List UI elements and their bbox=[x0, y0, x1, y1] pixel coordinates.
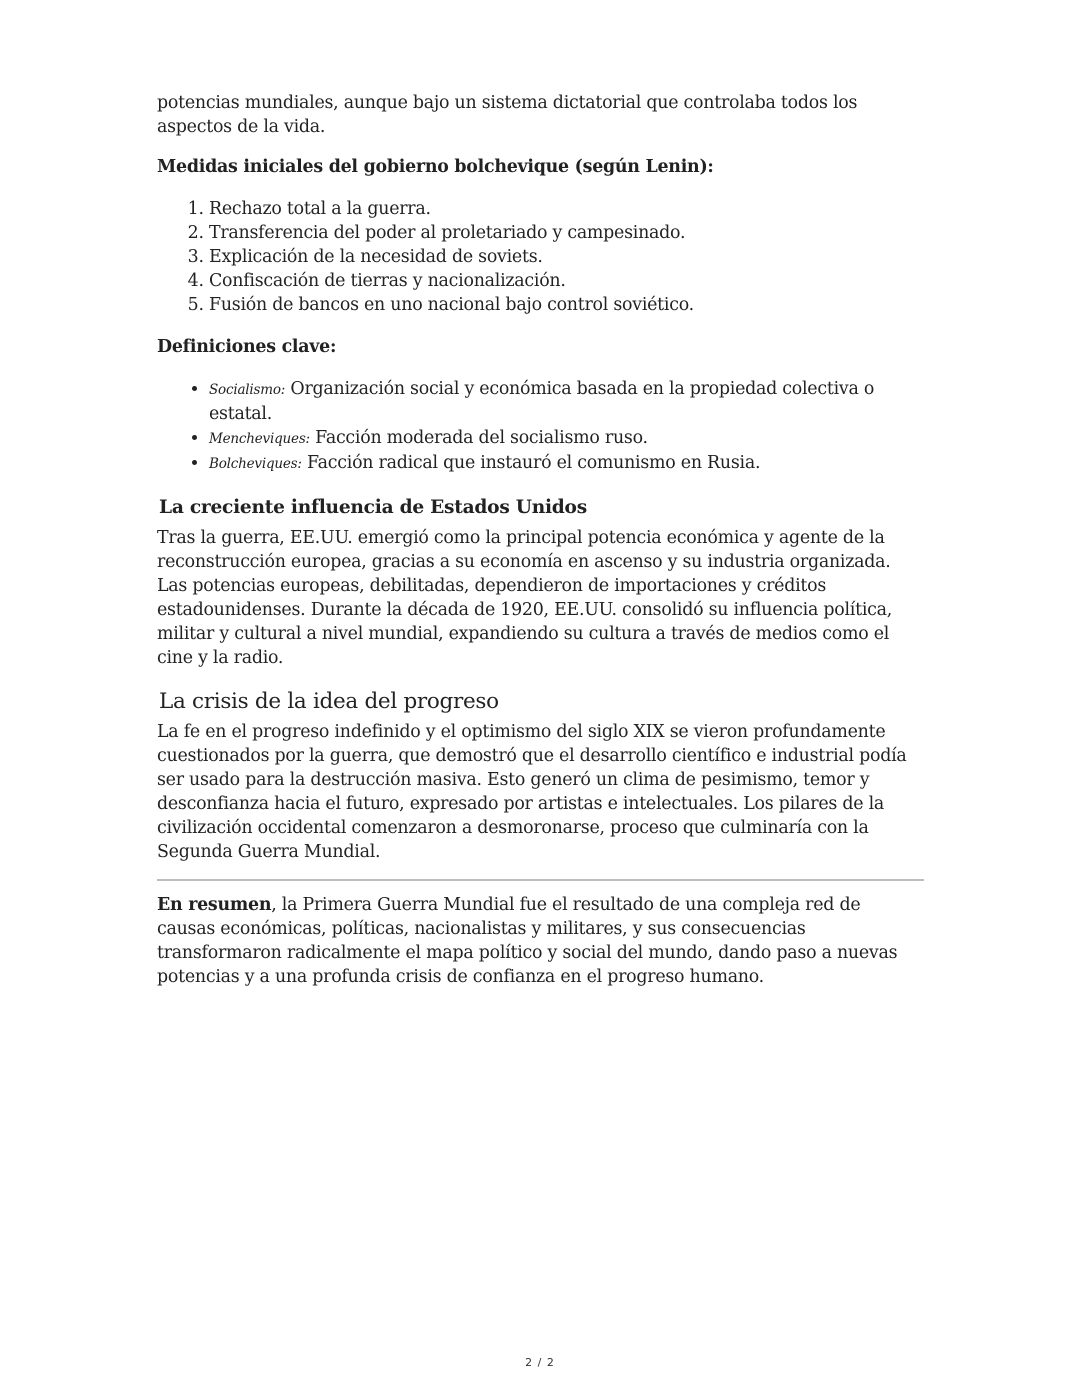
section-divider bbox=[157, 879, 924, 881]
definition-term: Socialismo: bbox=[209, 382, 286, 398]
list-item: 3. Explicación de la necesidad de soviets. bbox=[209, 245, 923, 269]
measures-list bbox=[157, 197, 923, 317]
list-item bbox=[209, 426, 923, 451]
summary-text: , la Primera Guerra Mundial fue el resultado de una compleja red de causas económicas, políticas, nacionalistas y militares, y sus consecuencias transformaron radicalmente el mapa político y social del mundo, dando paso a nuevas potencias y a una profunda crisis de confianza en el progreso humano. bbox=[157, 895, 898, 987]
document-page bbox=[157, 91, 923, 989]
measures-heading: Medidas iniciales del gobierno bolchevique (según Lenin): bbox=[157, 157, 714, 177]
list-item bbox=[209, 451, 923, 476]
definition-text: Facción moderada del socialismo ruso. bbox=[309, 428, 648, 448]
progress-heading: La crisis de la idea del progreso bbox=[159, 689, 499, 714]
usa-heading: La creciente influencia de Estados Unidos bbox=[159, 497, 587, 518]
definition-term: Mencheviques: bbox=[209, 431, 310, 447]
progress-section bbox=[157, 688, 923, 864]
list-item: 5. Fusión de bancos en uno nacional bajo control soviético. bbox=[209, 293, 923, 317]
definition-term: Bolcheviques: bbox=[209, 456, 302, 472]
page-number: 2 / 2 bbox=[525, 1356, 555, 1369]
definition-text: Facción radical que instauró el comunismo en Rusia. bbox=[301, 453, 761, 473]
list-item: 4. Confiscación de tierras y nacionalización. bbox=[209, 269, 923, 293]
usa-section bbox=[157, 496, 923, 670]
usa-paragraph: Tras la guerra, EE.UU. emergió como la principal potencia económica y agente de la reconstrucción europea, gracias a su economía en ascenso y su industria organizada. Las potencias europeas, debilitadas, dependieron de importaciones y créditos estadounidenses. Durante la década de 1920, EE.UU. consolidó su influencia política, militar y cultural a nivel mundial, expandiendo su cultura a través de medios como el cine y la radio. bbox=[157, 528, 893, 668]
summary-lead: En resumen bbox=[157, 895, 272, 915]
list-item bbox=[209, 377, 923, 426]
definitions-list bbox=[157, 377, 923, 476]
list-item: 2. Transferencia del poder al proletariado y campesinado. bbox=[209, 221, 923, 245]
progress-paragraph: La fe en el progreso indefinido y el optimismo del siglo XIX se vieron profundamente cuestionados por la guerra, que demostró que el desarrollo científico e industrial podía ser usado para la destrucción masiva. Esto generó un clima de pesimismo, temor y desconfianza hacia el futuro, expresado por artistas e intelectuales. Los pilares de la civilización occidental comenzaron a desmoronarse, proceso que culminaría con la Segunda Guerra Mundial. bbox=[157, 722, 907, 862]
summary-paragraph bbox=[157, 893, 923, 989]
definitions-heading: Definiciones clave: bbox=[157, 337, 337, 357]
intro-paragraph: potencias mundiales, aunque bajo un sistema dictatorial que controlaba todos los aspectos de la vida. bbox=[157, 93, 858, 137]
list-item: 1. Rechazo total a la guerra. bbox=[209, 197, 923, 221]
definition-text: Organización social y económica basada en la propiedad colectiva o estatal. bbox=[209, 379, 875, 424]
